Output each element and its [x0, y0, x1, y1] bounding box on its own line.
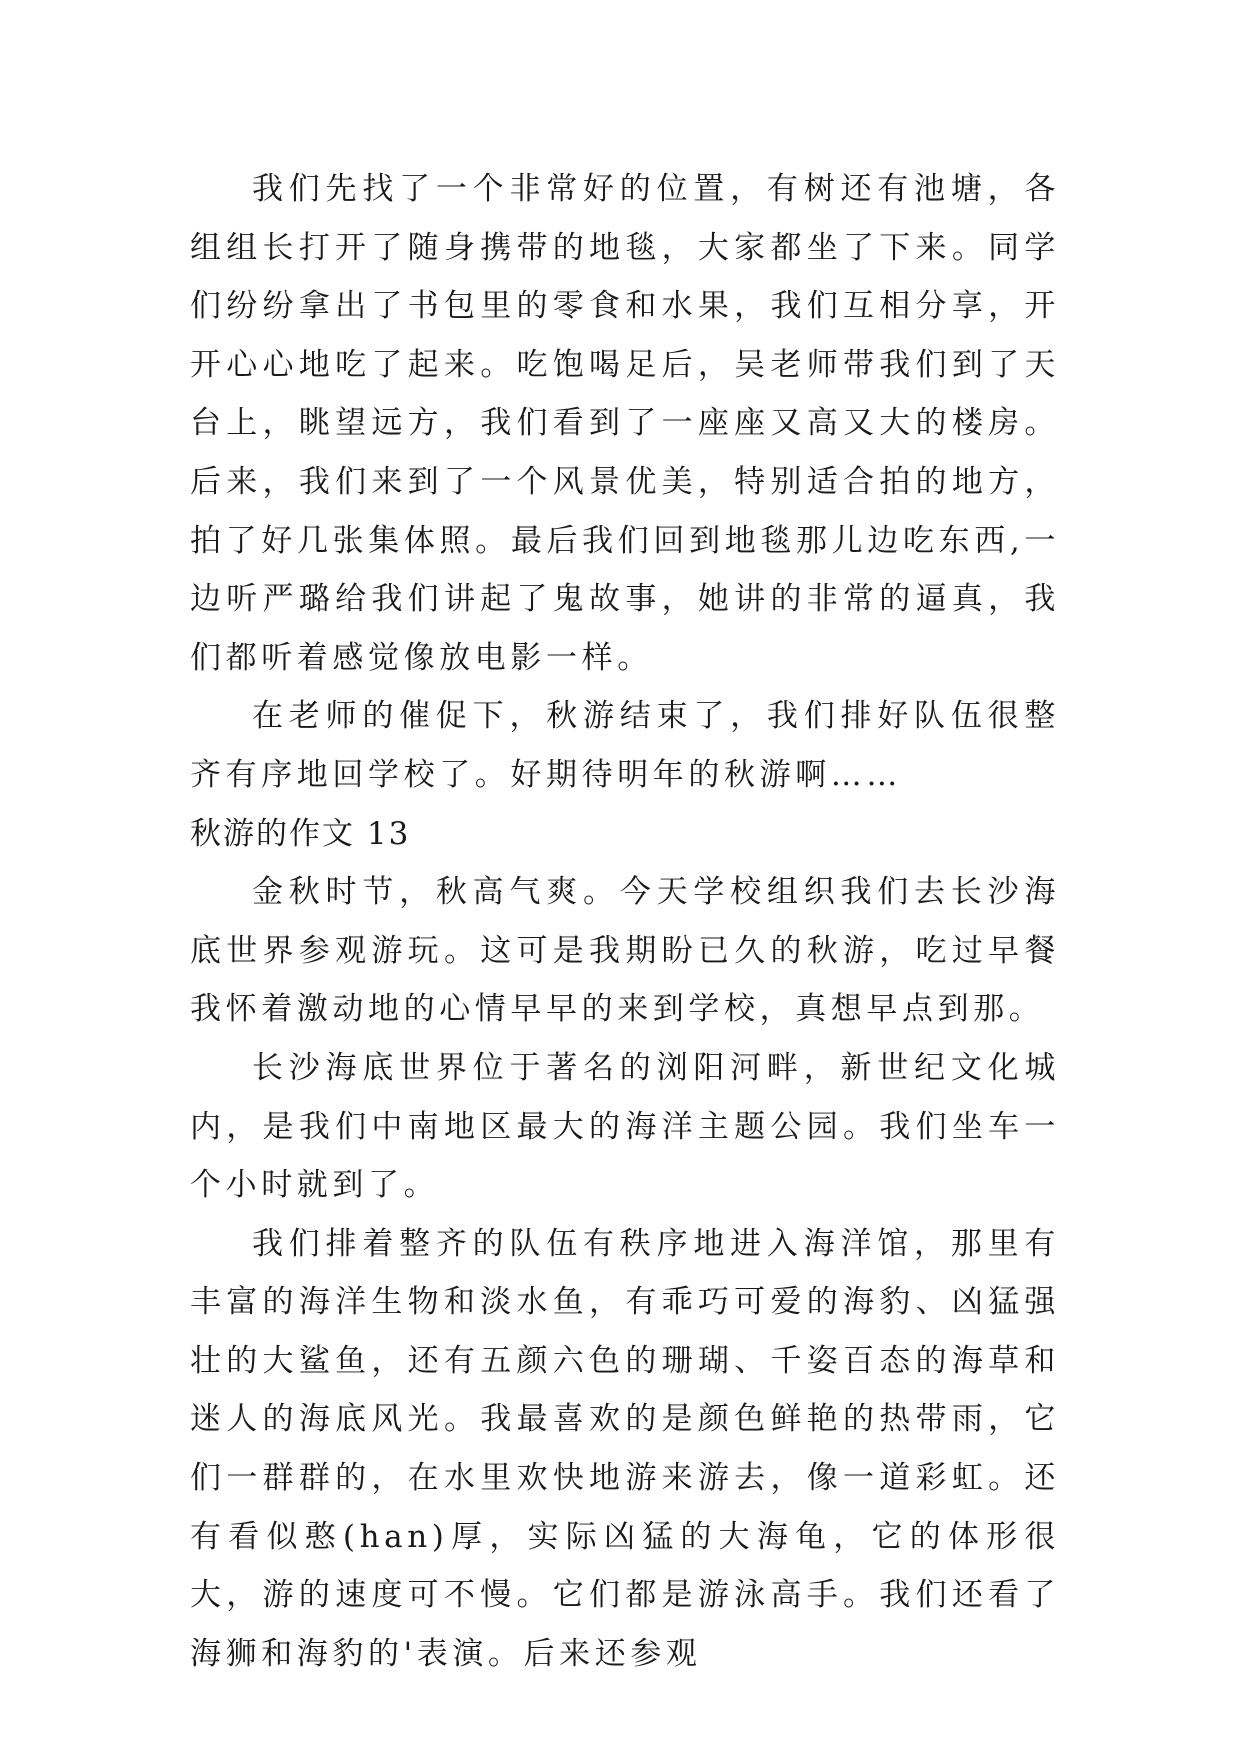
- section-heading: 秋游的作文 13: [190, 815, 411, 852]
- paragraph: 在老师的催促下，秋游结束了，我们排好队伍很整齐有序地回学校了。好期待明年的秋游啊……: [190, 698, 1060, 793]
- paragraph: 我们排着整齐的队伍有秩序地进入海洋馆，那里有丰富的海洋生物和淡水鱼，有乖巧可爱的海豹、凶猛强壮的大鲨鱼，还有五颜六色的珊瑚、千姿百态的海草和迷人的海底风光。我最喜欢的是颜色鲜艳的热带雨，它们一群群的，在水里欢快地游来游去，像一道彩虹。还有看似憨(han)厚，实际凶猛的大海龟，它的体形很大，游的速度可不慢。它们都是游泳高手。我们还看了海狮和海豹的'表演。后来还参观: [190, 1225, 1060, 1672]
- document-page: [190, 160, 1060, 1683]
- paragraph: 金秋时节，秋高气爽。今天学校组织我们去长沙海底世界参观游玩。这可是我期盼已久的秋游，吃过早餐我怀着激动地的心情早早的来到学校，真想早点到那。: [190, 874, 1060, 1028]
- paragraph: 我们先找了一个非常好的位置，有树还有池塘，各组组长打开了随身携带的地毯，大家都坐了下来。同学们纷纷拿出了书包里的零食和水果，我们互相分享，开开心心地吃了起来。吃饱喝足后，吴老师带我们到了天台上，眺望远方，我们看到了一座座又高又大的楼房。后来，我们来到了一个风景优美，特别适合拍的地方，拍了好几张集体照。最后我们回到地毯那儿边吃东西,一边听严璐给我们讲起了鬼故事，她讲的非常的逼真，我们都听着感觉像放电影一样。: [190, 171, 1060, 676]
- paragraph: 长沙海底世界位于著名的浏阳河畔，新世纪文化城内，是我们中南地区最大的海洋主题公园。我们坐车一个小时就到了。: [190, 1049, 1060, 1204]
